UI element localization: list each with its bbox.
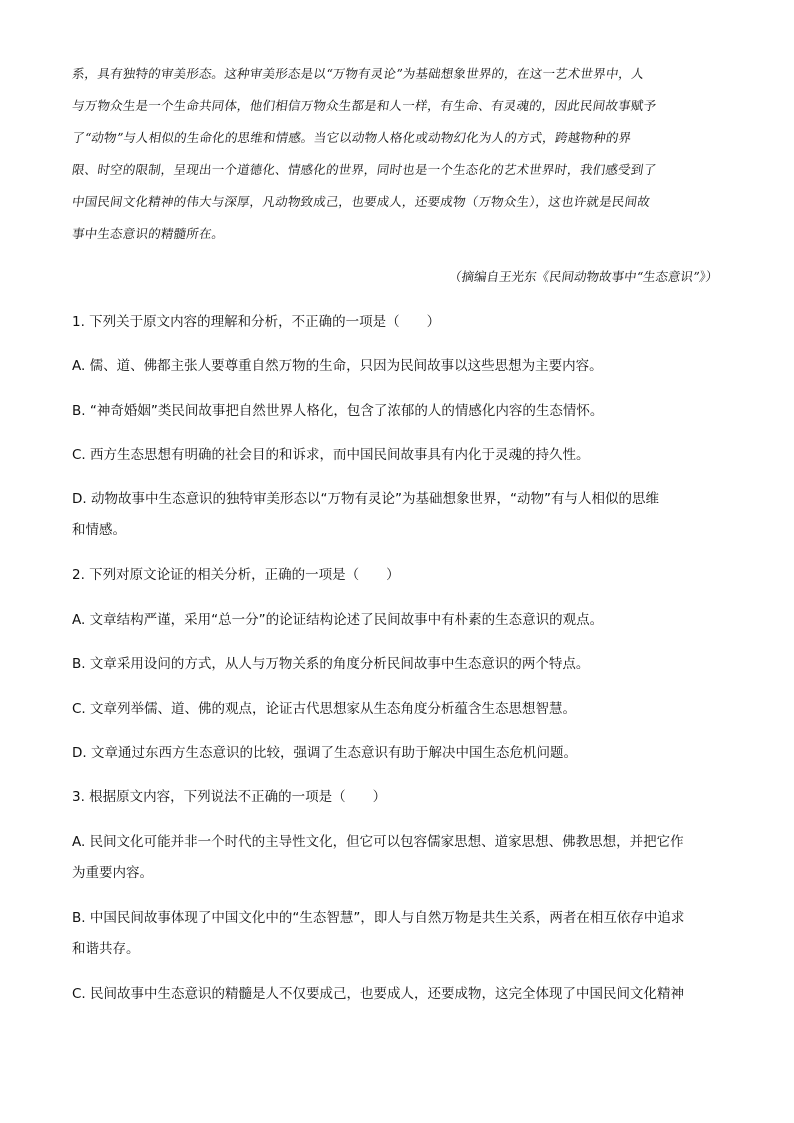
option-b: B. 文章采用设问的方式，从人与万物关系的角度分析民间故事中生态意识的两个特点。 — [72, 656, 590, 672]
passage-line: 系，具有独特的审美形态。这种审美形态是以“万物有灵论”为基础想象世界的，在这一艺术世界中，人 — [71, 66, 646, 81]
option-b: B. “神奇婚姻”类民间故事把自然世界人格化，包含了浓郁的人的情感化内容的生态情怀。 — [72, 403, 604, 419]
option-c: C. 民间故事中生态意识的精髓是人不仅要成己，也要成人，还要成物，这完全体现了中国民间文化精神 — [72, 986, 685, 1002]
option-a-continued: 为重要内容。 — [72, 865, 153, 881]
passage-line: 与万物众生是一个生命共同体，他们相信万物众生都是和人一样，有生命、有灵魂的，因此民间故事赋予 — [71, 98, 658, 113]
option-d: D. 文章通过东西方生态意识的比较，强调了生态意识有助于解决中国生态危机问题。 — [72, 745, 577, 761]
option-b-continued: 和谐共存。 — [72, 941, 140, 957]
question-stem: 2. 下列对原文论证的相关分析，正确的一项是（ ） — [72, 567, 400, 583]
option-d: D. 动物故事中生态意识的独特审美形态以“万物有灵论”为基础想象世界，“动物”有与人相似的思维 — [72, 491, 659, 507]
passage-source: （摘编自王光东《民间动物故事中“生态意识”》） — [447, 269, 720, 284]
passage-line: 事中生态意识的精髓所在。 — [71, 226, 226, 241]
question-stem: 3. 根据原文内容，下列说法不正确的一项是（ ） — [72, 789, 387, 805]
passage-line: 限、时空的限制，呈现出一个道德化、情感化的世界，同时也是一个生态化的艺术世界时，我们感受到了 — [71, 162, 658, 177]
option-d-continued: 和情感。 — [72, 522, 126, 538]
passage-line: 中国民间文化精神的伟大与深厚，凡动物致成己，也要成人，还要成物（万物众生），这也许就是民间故 — [71, 194, 652, 209]
passage-line: 了“动物”与人相似的生命化的思维和情感。当它以动物人格化或动物幻化为人的方式，跨越物种的界 — [71, 130, 633, 145]
option-b: B. 中国民间故事体现了中国文化中的“生态智慧”，即人与自然万物是共生关系，两者在相互依存中追求 — [72, 910, 685, 926]
option-c: C. 文章列举儒、道、佛的观点，论证古代思想家从生态角度分析蕴含生态思想智慧。 — [72, 701, 577, 717]
option-a: A. 民间文化可能并非一个时代的主导性文化，但它可以包容儒家思想、道家思想、佛教思想，并把它作 — [72, 834, 684, 850]
option-a: A. 文章结构严谨，采用“总一分”的论证结构论述了民间故事中有朴素的生态意识的观点。 — [72, 612, 604, 628]
option-a: A. 儒、道、佛都主张人要尊重自然万物的生命，只因为民间故事以这些思想为主要内容。 — [72, 358, 603, 374]
option-c: C. 西方生态思想有明确的社会目的和诉求，而中国民间故事具有内化于灵魂的持久性。 — [72, 447, 590, 463]
question-stem: 1. 下列关于原文内容的理解和分析，不正确的一项是（ ） — [72, 314, 441, 330]
